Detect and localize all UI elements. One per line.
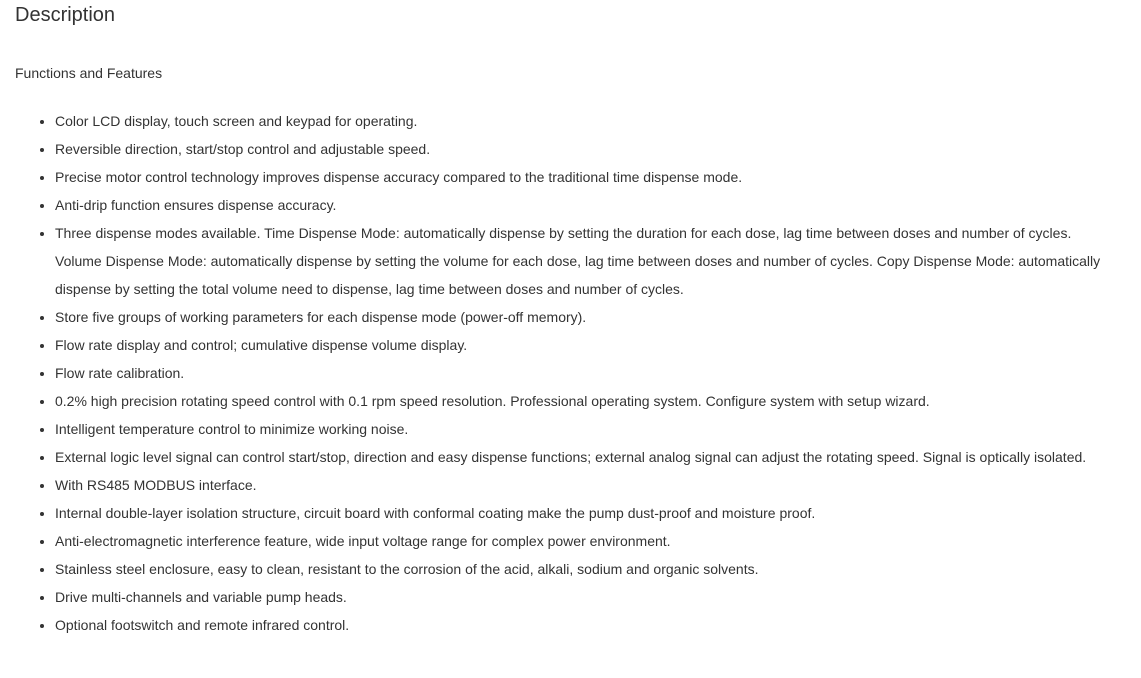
list-item: • Store five groups of working parameters for each dispense mode (power-off memory). [55,303,1115,331]
section-title: Description [15,4,116,26]
list-item: • Flow rate display and control; cumulative dispense volume display. [55,331,1115,359]
list-item: • External logic level signal can control start/stop, direction and easy dispense functions; external analog signal can adjust the rotating speed. Signal is optically isolated. [55,443,1115,471]
list-item: • Color LCD display, touch screen and keypad for operating. [55,107,1115,135]
list-item: • Stainless steel enclosure, easy to clean, resistant to the corrosion of the acid, alkali, sodium and organic solvents. [55,555,1115,583]
list-item: • With RS485 MODBUS interface. [55,471,1115,499]
features-list [15,107,1115,639]
list-item: • Precise motor control technology improves dispense accuracy compared to the traditional time dispense mode. [55,163,1115,191]
list-item: • Anti-electromagnetic interference feature, wide input voltage range for complex power environment. [55,527,1115,555]
list-item: • Drive multi-channels and variable pump heads. [55,583,1115,611]
section-subtitle: Functions and Features [15,65,163,81]
list-item: • Intelligent temperature control to minimize working noise. [55,415,1115,443]
description-section [15,0,1115,633]
list-item: • 0.2% high precision rotating speed control with 0.1 rpm speed resolution. Professional operating system. Configure system with setup wizard. [55,387,1115,415]
list-item: • Flow rate calibration. [55,359,1115,387]
list-item: • Optional footswitch and remote infrared control. [55,611,1115,639]
list-item: • Reversible direction, start/stop control and adjustable speed. [55,135,1115,163]
list-item: • Internal double-layer isolation structure, circuit board with conformal coating make the pump dust-proof and moisture proof. [55,499,1115,527]
list-item: • Anti-drip function ensures dispense accuracy. [55,191,1115,219]
list-item: • Three dispense modes available. Time Dispense Mode: automatically dispense by setting the duration for each dose, lag time between doses and number of cycles. Volume Dispense Mode: automatically dispense by setting the volume for each dose, lag time between doses and number of cycles. Copy Dispense Mode: automatically dispense by setting the total volume need to dispense, lag time between doses and number of cycles. [55,219,1115,303]
